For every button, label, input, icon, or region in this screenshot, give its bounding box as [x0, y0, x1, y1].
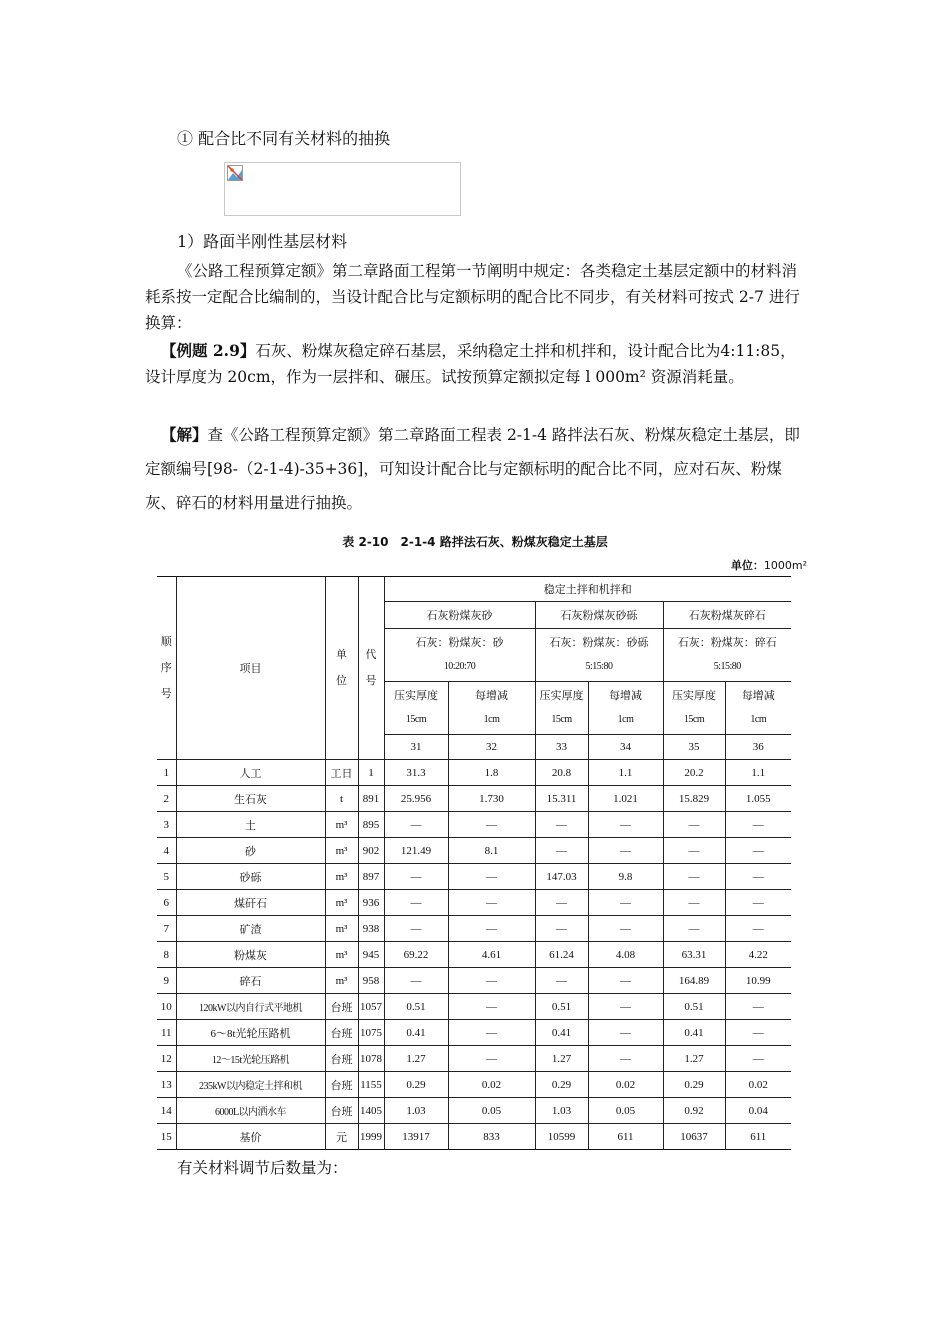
row-seq: 11: [157, 1020, 176, 1046]
unit-label: 单位：: [730, 559, 764, 572]
value-cell: 10637: [663, 1124, 725, 1150]
value-cell: —: [725, 994, 791, 1020]
row-unit: t: [325, 786, 358, 812]
increment-header: 每增减 1cm: [588, 682, 663, 735]
table-row: [157, 864, 791, 890]
value-cell: 0.41: [535, 1020, 588, 1046]
value-cell: 833: [448, 1124, 535, 1150]
value-cell: 0.41: [663, 1020, 725, 1046]
value-cell: —: [725, 838, 791, 864]
value-cell: 147.03: [535, 864, 588, 890]
row-item: 煤矸石: [176, 890, 325, 916]
value-cell: —: [588, 994, 663, 1020]
header-unit: 单位: [325, 577, 358, 760]
row-item: 235kW以内稳定土拌和机: [176, 1072, 325, 1098]
row-seq: 12: [157, 1046, 176, 1072]
value-cell: —: [535, 890, 588, 916]
value-cell: 15.311: [535, 786, 588, 812]
header-seq: 顺序号: [157, 577, 176, 760]
value-cell: —: [663, 812, 725, 838]
value-cell: 13917: [384, 1124, 448, 1150]
column-number: 35: [663, 735, 725, 760]
table-row: [157, 1072, 791, 1098]
value-cell: —: [448, 994, 535, 1020]
row-code: 897: [358, 864, 384, 890]
value-cell: —: [725, 1046, 791, 1072]
table-row: [157, 760, 791, 786]
thickness-header: 压实厚度 15cm: [535, 682, 588, 735]
value-cell: 1.27: [663, 1046, 725, 1072]
row-item: 120kW以内自行式平地机: [176, 994, 325, 1020]
row-code: 895: [358, 812, 384, 838]
quota-table: [157, 576, 791, 1150]
row-seq: 2: [157, 786, 176, 812]
row-item: 碎石: [176, 968, 325, 994]
row-unit: m³: [325, 812, 358, 838]
example-text: 石灰、粉煤灰稳定碎石基层，采纳稳定土拌和机拌和，设计配合比为4:11:85，设计厚度为 20cm，作为一层拌和、碾压。试按预算定额拟定每 l 000m² 资源消耗量。: [145, 342, 796, 386]
paragraph-example: [145, 338, 810, 390]
value-cell: —: [384, 864, 448, 890]
row-item: 土: [176, 812, 325, 838]
row-code: 958: [358, 968, 384, 994]
value-cell: —: [535, 838, 588, 864]
row-seq: 3: [157, 812, 176, 838]
row-unit: 台班: [325, 1020, 358, 1046]
row-unit: 台班: [325, 994, 358, 1020]
value-cell: 0.29: [384, 1072, 448, 1098]
subgroup-name: 石灰粉煤灰碎石: [663, 602, 791, 629]
subheading-semi-rigid: 1）路面半刚性基层材料: [177, 232, 348, 251]
table-caption: 表 2-10 2-1-4 路拌法石灰、粉煤灰稳定土基层: [342, 535, 608, 549]
value-cell: —: [663, 890, 725, 916]
row-seq: 5: [157, 864, 176, 890]
value-cell: 0.51: [535, 994, 588, 1020]
column-number: 32: [448, 735, 535, 760]
table-unit: [731, 557, 807, 573]
subgroup-ratio: 石灰：粉煤灰：砂砾 5:15:80: [535, 629, 663, 682]
value-cell: 1.03: [535, 1098, 588, 1124]
table-row: [157, 916, 791, 942]
value-cell: 1.1: [588, 760, 663, 786]
value-cell: 4.08: [588, 942, 663, 968]
column-number: 34: [588, 735, 663, 760]
row-seq: 6: [157, 890, 176, 916]
row-seq: 7: [157, 916, 176, 942]
table-row: [157, 1124, 791, 1150]
value-cell: 0.05: [448, 1098, 535, 1124]
value-cell: 10.99: [725, 968, 791, 994]
row-unit: 台班: [325, 1098, 358, 1124]
value-cell: 8.1: [448, 838, 535, 864]
value-cell: —: [663, 838, 725, 864]
value-cell: —: [535, 916, 588, 942]
row-unit: 台班: [325, 1046, 358, 1072]
column-number: 31: [384, 735, 448, 760]
value-cell: 1.03: [384, 1098, 448, 1124]
value-cell: 63.31: [663, 942, 725, 968]
solution-text: 查《公路工程预算定额》第二章路面工程表 2-1-4 路拌法石灰、粉煤灰稳定土基层，即定额编号[98-（2-1-4)-35+36]，可知设计配合比与定额标明的配合比不同，应对石灰、粉煤灰、碎石的材料用量进行抽换。: [145, 426, 800, 512]
value-cell: 121.49: [384, 838, 448, 864]
row-seq: 1: [157, 760, 176, 786]
row-unit: m³: [325, 942, 358, 968]
row-code: 902: [358, 838, 384, 864]
value-cell: 25.956: [384, 786, 448, 812]
value-cell: 10599: [535, 1124, 588, 1150]
table-row: [157, 1020, 791, 1046]
value-cell: —: [448, 864, 535, 890]
subgroup-name: 石灰粉煤灰砂砾: [535, 602, 663, 629]
header-code: 代号: [358, 577, 384, 760]
row-code: 938: [358, 916, 384, 942]
value-cell: 15.829: [663, 786, 725, 812]
value-cell: 164.89: [663, 968, 725, 994]
example-label: 【例题 2.9】: [161, 341, 256, 360]
value-cell: 0.51: [384, 994, 448, 1020]
row-item: 砂: [176, 838, 325, 864]
row-code: 1999: [358, 1124, 384, 1150]
value-cell: —: [588, 916, 663, 942]
row-unit: m³: [325, 838, 358, 864]
value-cell: —: [448, 916, 535, 942]
value-cell: —: [448, 812, 535, 838]
value-cell: 0.02: [448, 1072, 535, 1098]
subgroup-name: 石灰粉煤灰砂: [384, 602, 535, 629]
value-cell: 9.8: [588, 864, 663, 890]
value-cell: 611: [725, 1124, 791, 1150]
value-cell: —: [588, 812, 663, 838]
value-cell: —: [448, 968, 535, 994]
value-cell: 20.8: [535, 760, 588, 786]
value-cell: —: [725, 812, 791, 838]
row-seq: 10: [157, 994, 176, 1020]
row-seq: 4: [157, 838, 176, 864]
increment-header: 每增减 1cm: [448, 682, 535, 735]
value-cell: 0.29: [535, 1072, 588, 1098]
value-cell: 0.02: [725, 1072, 791, 1098]
value-cell: 1.730: [448, 786, 535, 812]
row-code: 1155: [358, 1072, 384, 1098]
row-seq: 15: [157, 1124, 176, 1150]
row-code: 1405: [358, 1098, 384, 1124]
row-item: 矿渣: [176, 916, 325, 942]
row-unit: 工日: [325, 760, 358, 786]
row-unit: m³: [325, 890, 358, 916]
value-cell: 4.61: [448, 942, 535, 968]
row-seq: 9: [157, 968, 176, 994]
image-placeholder: [224, 162, 461, 216]
row-item: 基价: [176, 1124, 325, 1150]
increment-header: 每增减 1cm: [725, 682, 791, 735]
value-cell: —: [588, 838, 663, 864]
row-item: 12～15t光轮压路机: [176, 1046, 325, 1072]
table-row: [157, 838, 791, 864]
value-cell: 611: [588, 1124, 663, 1150]
value-cell: 1.27: [535, 1046, 588, 1072]
row-unit: 元: [325, 1124, 358, 1150]
unit-value: 1000m²: [763, 559, 807, 572]
value-cell: —: [448, 1046, 535, 1072]
row-seq: 14: [157, 1098, 176, 1124]
header-item: 项目: [176, 577, 325, 760]
value-cell: —: [384, 916, 448, 942]
value-cell: 69.22: [384, 942, 448, 968]
row-item: 6000L以内洒水车: [176, 1098, 325, 1124]
value-cell: —: [448, 1020, 535, 1046]
value-cell: 1.1: [725, 760, 791, 786]
row-code: 1075: [358, 1020, 384, 1046]
value-cell: —: [663, 864, 725, 890]
value-cell: —: [725, 1020, 791, 1046]
value-cell: —: [535, 968, 588, 994]
value-cell: —: [588, 890, 663, 916]
table-row: [157, 942, 791, 968]
table-row: [157, 890, 791, 916]
value-cell: 0.41: [384, 1020, 448, 1046]
subgroup-ratio: 石灰：粉煤灰：砂 10:20:70: [384, 629, 535, 682]
value-cell: 0.05: [588, 1098, 663, 1124]
value-cell: 0.04: [725, 1098, 791, 1124]
broken-image-icon: [227, 165, 243, 181]
row-seq: 13: [157, 1072, 176, 1098]
row-unit: m³: [325, 864, 358, 890]
value-cell: —: [384, 890, 448, 916]
section-heading-ratio: ① 配合比不同有关材料的抽换: [177, 129, 391, 148]
value-cell: —: [725, 864, 791, 890]
value-cell: 61.24: [535, 942, 588, 968]
row-code: 891: [358, 786, 384, 812]
table-row: [157, 1098, 791, 1124]
table-row: [157, 1046, 791, 1072]
value-cell: 4.22: [725, 942, 791, 968]
value-cell: —: [384, 968, 448, 994]
row-unit: m³: [325, 916, 358, 942]
table-row: [157, 968, 791, 994]
value-cell: 0.29: [663, 1072, 725, 1098]
value-cell: —: [663, 916, 725, 942]
row-unit: m³: [325, 968, 358, 994]
solution-label: 【解】: [161, 425, 208, 444]
value-cell: 0.02: [588, 1072, 663, 1098]
column-number: 33: [535, 735, 588, 760]
value-cell: —: [384, 812, 448, 838]
thickness-header: 压实厚度 15cm: [663, 682, 725, 735]
paragraph-intro: 《公路工程预算定额》第二章路面工程第一节阐明中规定：各类稳定土基层定额中的材料消耗系按一定配合比编制的，当设计配合比与定额标明的配合比不同步，有关材料可按式 2-7 进行换算：: [145, 262, 800, 332]
value-cell: —: [725, 890, 791, 916]
row-item: 人工: [176, 760, 325, 786]
value-cell: —: [588, 1046, 663, 1072]
value-cell: 1.021: [588, 786, 663, 812]
row-item: 粉煤灰: [176, 942, 325, 968]
subgroup-ratio: 石灰：粉煤灰：碎石 5:15:80: [663, 629, 791, 682]
value-cell: —: [725, 916, 791, 942]
value-cell: 1.27: [384, 1046, 448, 1072]
value-cell: —: [448, 890, 535, 916]
value-cell: 20.2: [663, 760, 725, 786]
row-unit: 台班: [325, 1072, 358, 1098]
value-cell: —: [588, 968, 663, 994]
row-seq: 8: [157, 942, 176, 968]
row-code: 1078: [358, 1046, 384, 1072]
value-cell: 1.8: [448, 760, 535, 786]
header-group: 稳定土拌和机拌和: [384, 577, 791, 602]
value-cell: 0.92: [663, 1098, 725, 1124]
value-cell: —: [588, 1020, 663, 1046]
closing-line: 有关材料调节后数量为：: [177, 1159, 348, 1177]
table-row: [157, 786, 791, 812]
value-cell: 1.055: [725, 786, 791, 812]
value-cell: 0.51: [663, 994, 725, 1020]
column-number: 36: [725, 735, 791, 760]
row-item: 砂砾: [176, 864, 325, 890]
paragraph-solution: [145, 418, 810, 520]
value-cell: 31.3: [384, 760, 448, 786]
row-code: 945: [358, 942, 384, 968]
thickness-header: 压实厚度 15cm: [384, 682, 448, 735]
row-code: 1: [358, 760, 384, 786]
row-code: 1057: [358, 994, 384, 1020]
value-cell: —: [535, 812, 588, 838]
row-item: 生石灰: [176, 786, 325, 812]
table-row: [157, 994, 791, 1020]
table-row: [157, 812, 791, 838]
row-item: 6～8t光轮压路机: [176, 1020, 325, 1046]
row-code: 936: [358, 890, 384, 916]
